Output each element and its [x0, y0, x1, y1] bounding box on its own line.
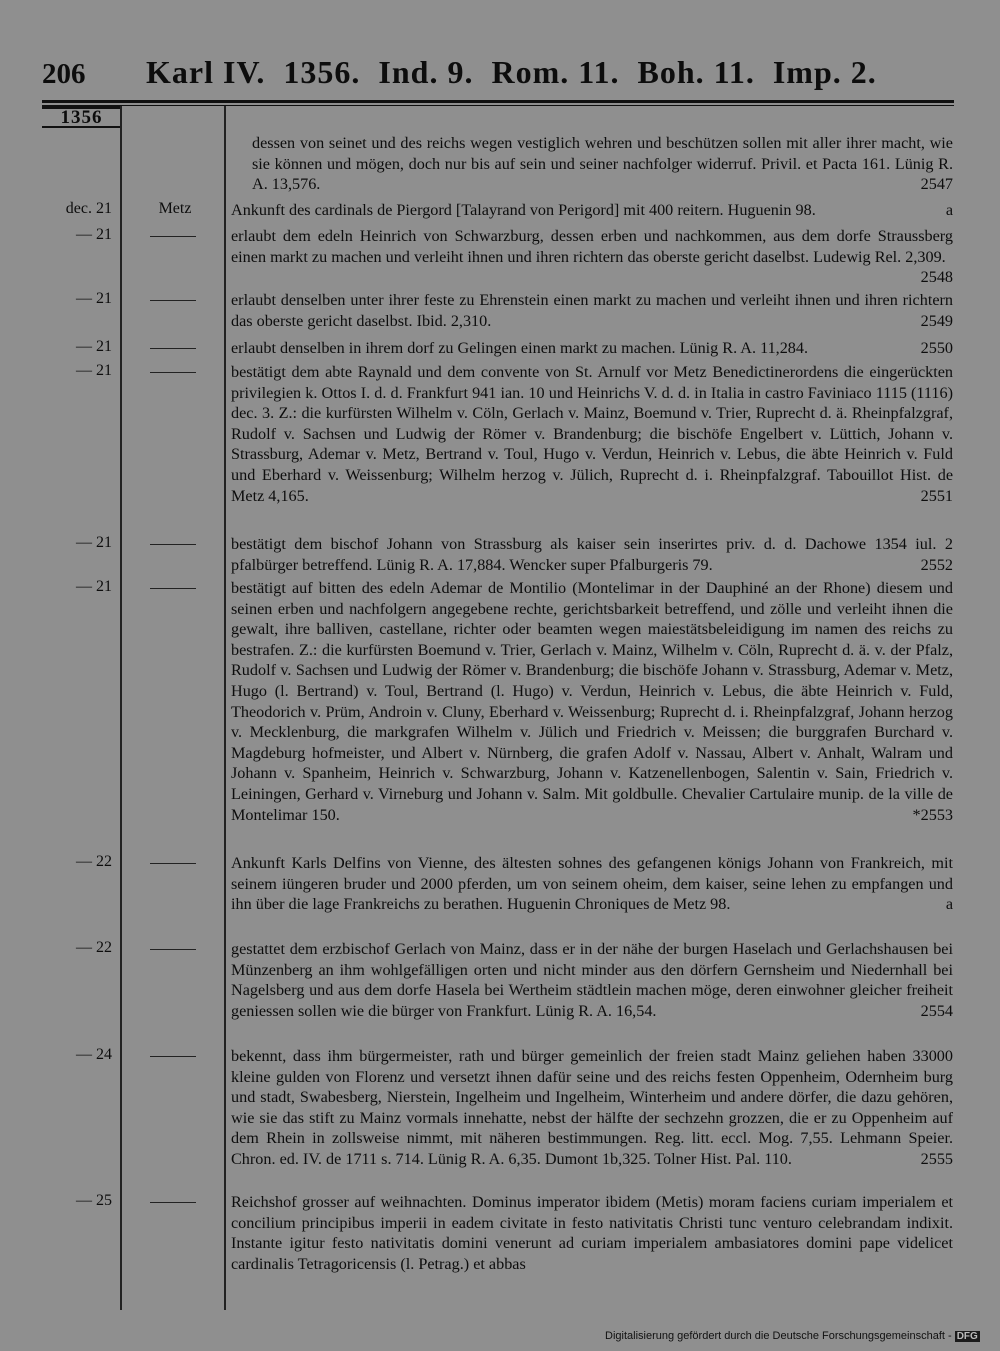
entry-body: bestätigt dem bischof Johann von Strassburg als kaiser sein inserirtes priv. d. d. Dachowe 1354 iul. 2 pfalbürger betreffend. Lünig R. A. 17,884. Wencker super Pfalburgeris 79.: [231, 535, 953, 574]
entry-date: — 21: [76, 362, 112, 379]
ditto-dash: [150, 544, 196, 545]
entry-date: — 21: [76, 578, 112, 595]
ditto-dash: [150, 863, 196, 864]
entry-text: [231, 939, 953, 1021]
ditto-dash: [150, 300, 196, 301]
entry-text: [231, 338, 953, 359]
entry-body: Ankunft Karls Delfins von Vienne, des ältesten sohnes des gefangenen königs Johann von Frankreich, mit seinem iüngeren bruder und 2000 pferden, um von seinem oheim, dem kaiser, seine lehen zu empfangen und ihn über die lage Frankreichs zu berathen. Huguenin Chroniques de Metz 98.: [231, 854, 953, 914]
entry-body: bestätigt dem abte Raynald und dem convente von St. Arnulf vor Metz Benedictinerordens die eingerückten privilegien k. Ottos I. d. d. Frankfurt 941 ian. 10 und Heinrichs V. d. d. in Italia in castro Faviniaco 1115 (1116) dec. 3. Z.: die kurfürsten Wilhelm v. Cöln, Gerlach v. Mainz, Boemund v. Trier, Ruprecht d. ä. Rheinpfalzgraf, Rudolf v. Sachsen und Ludwig der Römer v. Brandenburg; die bischöfe Engelbert v. Lüttich, Johann v. Strassburg, Ademar v. Metz, Bertrand v. Toul, Hugo v. Verdun, Heinrich v. Lebus, die äbte Heinrich v. Fuld und Eberhard v. Weissenburg; Wilhelm herzog v. Jülich, Ruprecht d. i. Rheinpfalzgraf. Tabouillot Hist. de Metz 4,165.: [231, 363, 953, 505]
entry-body: Reichshof grosser auf weihnachten. Dominus imperator ibidem (Metis) moram faciens curiam imperialem et concilium principibus imperii in eadem civitate in festo nativitatis Christi tunc venturo celebrandam indixit. Instante igitur festo nativitatis domini venerunt ad curiam imperialem ambasiatores domini pape videlicet cardinalis Tetragoricensis (l. Petrag.) et abbas: [231, 1193, 953, 1273]
entry-date: dec. 21: [65, 200, 112, 217]
ditto-dash: [150, 348, 196, 349]
entry-date: — 21: [76, 226, 112, 243]
ditto-dash: [150, 236, 196, 237]
dfg-logo: DFG: [956, 1331, 978, 1342]
header-rule-top: [42, 100, 954, 103]
entry-text: [231, 1046, 953, 1170]
entry-date: — 24: [76, 1046, 112, 1063]
entry-number: 2552: [920, 555, 953, 574]
entry-text: [231, 853, 953, 915]
entry-date: — 22: [76, 939, 112, 956]
entry-date: — 21: [76, 534, 112, 551]
entry-text: [231, 578, 953, 825]
header-rule-bottom: [42, 105, 954, 106]
entry-number: a: [945, 895, 953, 914]
entry-text: [231, 200, 953, 221]
entry-number: 2547: [920, 175, 953, 194]
entry-text: [231, 534, 953, 575]
entry-body: Ankunft des cardinals de Piergord [Talayrand von Perigord] mit 400 reitern. Huguenin 98.: [231, 201, 816, 219]
entry-text: [231, 1192, 953, 1274]
column-rule-left: [120, 106, 122, 1310]
entry-body: erlaubt denselben in ihrem dorf zu Gelingen einen markt zu machen. Lünig R. A. 11,284.: [231, 339, 809, 357]
entry-body: erlaubt dem edeln Heinrich von Schwarzburg, dessen erben und nachkommen, aus dem dorfe Straussberg einen markt zu machen und verleiht ihnen und ihren richtern das oberste gericht daselbst. Ludewig Rel. 2,309.: [231, 227, 953, 266]
entry-body: erlaubt denselben unter ihrer feste zu Ehrenstein einen markt zu machen und verleiht ihnen und ihren richtern das oberste gericht daselbst. Ibid. 2,310.: [231, 291, 953, 330]
entry-number: 2551: [920, 486, 953, 505]
page-number: 206: [42, 58, 86, 90]
entry-number: 2554: [920, 1001, 953, 1020]
entry-number: *2553: [912, 805, 953, 824]
entry-number: 2549: [920, 311, 953, 330]
ditto-dash: [150, 588, 196, 589]
entry-text: [252, 133, 953, 195]
entry-date: — 21: [76, 290, 112, 307]
digitization-credit: [605, 1330, 980, 1342]
entry-date: — 25: [76, 1192, 112, 1209]
entry-date: — 22: [76, 853, 112, 870]
entry-text: [231, 226, 953, 288]
ditto-dash: [150, 1202, 196, 1203]
entry-body: bekennt, dass ihm bürgermeister, rath und bürger gemeinlich der freien stadt Mainz geliehen haben 33000 kleine gulden von Florenz und versetzt ihnen dafür seine und des reichs festen Oppenheim, Odernheim burg und stadt, Swabesberg, Nierstein, Ingelheim und Ingelheim, Winterheim und andere dörfer, die dazu gehören, wie sie das stift zu Mainz vormals innehatte, nebst der hälfte der sechzehn grozzen, die er zu Oppenheim auf dem Rhein in zollsweise nimmt, mit näheren bestimmungen. Reg. litt. eccl. Mog. 7,55. Lehmann Speier. Chron. ed. IV. de 1711 s. 714. Lünig R. A. 6,35. Dumont 1b,325. Tolner Hist. Pal. 110.: [231, 1047, 953, 1168]
entry-place: Metz: [158, 200, 192, 217]
entry-date: — 21: [76, 338, 112, 355]
ditto-dash: [150, 372, 196, 373]
entry-body: bestätigt auf bitten des edeln Ademar de Montilio (Montelimar in der Dauphiné an der Rhone) diesem und seinen erben und nachfolgern angegebene rechte, gerichtsbarkeit betreffend, und zölle und verleiht ihnen die gewalt, ihre balliven, castellane, richter oder beamten wegen maiestätsbeleidigung im namen des reichs zu bestrafen. Z.: die kurfürsten Boemund v. Trier, Gerlach v. Mainz, Wilhelm v. Cöln, Ruprecht d. ä. v. der Pfalz, Rudolf v. Sachsen und Ludwig der Römer v. Brandenburg; die bischöfe Johann v. Strassburg, Ademar v. Metz, Hugo (l. Bertrand) v. Toul, Bertrand (l. Hugo) v. Verdun, Heinrich v. Lebus, die äbte Heinrich v. Fuld, Theodorich v. Prüm, Androin v. Cluny, Eberhard v. Weissenburg; Ruprecht d. i. Rheinpfalzgraf, Johann herzog v. Mecklenburg, die markgrafen Wilhelm v. Jülich und Friedrich v. Meissen; die burggrafen Burchard v. Magdeburg hofmeister, und Albert v. Nürnberg, die grafen Adolf v. Nassau, Albert v. Anhalt, Walram und Johann v. Spanheim, Heinrich v. Schwarzburg, Johann v. Katzenellenbogen, Salentin v. Sain, Friedrich v. Leiningen, Gerhard v. Virneburg und Johann v. Salm. Mit goldbulle. Chevalier Cartulaire munip. de la ville de Montelimar 150.: [231, 579, 953, 824]
entry-number: 2555: [920, 1149, 953, 1168]
ditto-dash: [150, 949, 196, 950]
entry-body: gestattet dem erzbischof Gerlach von Mainz, dass er in der nähe der burgen Haselach und Gerlachshausen bei Münzenberg an ihm wohlgefälligen orten und nicht minder aus den dörfern Gernsheim und Niedernhall bei Nagelsberg und aus dem dorfe Hasela bei Wertheim städtlein machen möge, deren einwohner gleicher freiheit geniessen sollen wie die bürger von Frankfurt. Lünig R. A. 16,54.: [231, 940, 953, 1020]
entry-text: [231, 362, 953, 506]
entry-number: 2550: [920, 339, 953, 357]
running-head: Karl IV. 1356. Ind. 9. Rom. 11. Boh. 11. Imp. 2.: [146, 54, 877, 90]
entry-text: [231, 290, 953, 331]
entry-number: a: [945, 201, 953, 219]
entry-body: dessen von seinet und des reichs wegen vestiglich wehren und beschützen sollen mit aller ihrer macht, wie sie können und mögen, doch nur bis auf sein und seiner nachfolger widerruf. Privil. et Pacta 161. Lünig R. A. 13,576.: [252, 134, 953, 194]
credit-text: Digitalisierung gefördert durch die Deutsche Forschungsgemeinschaft -: [605, 1330, 952, 1342]
ditto-dash: [150, 1056, 196, 1057]
entry-number: 2548: [920, 268, 953, 287]
year-label: 1356: [60, 107, 103, 128]
column-rule-right: [224, 106, 226, 1310]
